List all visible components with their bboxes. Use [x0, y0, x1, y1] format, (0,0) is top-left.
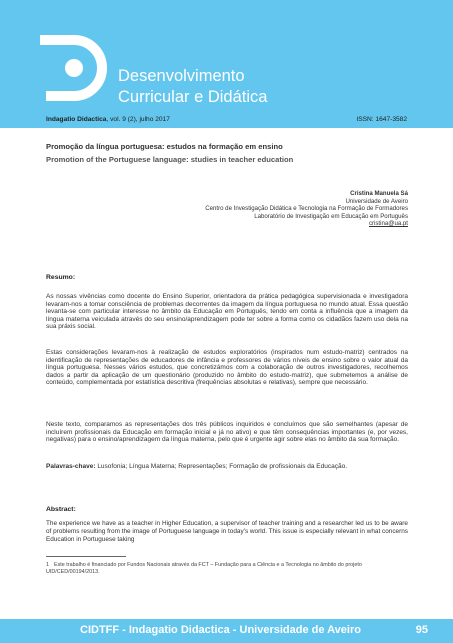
- footnote-number: 1: [46, 562, 49, 568]
- keywords-label: Palavras-chave:: [46, 463, 96, 470]
- author-block: [205, 190, 408, 228]
- article-title-pt: Promoção da língua portuguesa: estudos na formação em ensino: [46, 142, 283, 151]
- footer-bar: [0, 619, 453, 643]
- journal-title-line1: Desenvolvimento: [118, 67, 245, 85]
- resumo-paragraph-2: Estas considerações levaram-nos à realização de estudos exploratórios (inspirados num estudo-matriz) centrados na identificação de representações de educadores de infância e professores de vários níveis de ensino sobre o valor atual da língua portuguesa. Nesses vários estudos, que concretizámos com a colaboração de outros investigadores, recolhemos dados a partir da aplicação de um questionário (produzido no âmbito do estudo-matriz), que submetemos a análise de conteúdo, complementada por estatística descritiva (frequências absolutas e relativas), sempre que necessário.: [46, 349, 408, 387]
- article-title-en: Promotion of the Portuguese language: studies in teacher education: [46, 155, 294, 164]
- citation-journal: Indagatio Didactica: [46, 116, 107, 123]
- author-email-link[interactable]: cristina@ua.pt: [368, 220, 408, 228]
- footnote-text: Este trabalho é financiado por Fundos Nacionais através da FCT – Fundação para a Ciência e a Tecnologia no âmbito do projeto UID/CED/00194/2013.: [46, 562, 362, 575]
- citation: [46, 116, 170, 123]
- author-affiliation-university: Universidade de Aveiro: [345, 197, 408, 205]
- abstract-text: The experience we have as a teacher in Higher Education, a supervisor of teacher training and a researcher led us to be aware of problems resulting from the image of Portuguese language in today’s world. This issue is especially relevant in what concerns Education in Portuguese taking: [46, 520, 408, 544]
- footnote-divider: [46, 556, 126, 557]
- footer-text: CIDTFF - Indagatio Didactica - Universidade de Aveiro: [80, 624, 361, 636]
- citation-volume: , vol. 9 (2), julho 2017: [106, 116, 170, 123]
- journal-header: [0, 0, 453, 128]
- author-affiliation-center: Centro de Investigação Didática e Tecnologia na Formação de Formadores: [205, 205, 408, 213]
- issn: ISSN: 1647-3582: [356, 116, 407, 123]
- author-name: Cristina Manuela Sá: [350, 190, 408, 197]
- resumo-paragraph-1: As nossas vivências como docente do Ensino Superior, orientadora da prática pedagógica supervisionada e investigadora levaram-nos a tomar consciência de problemas decorrentes da imagem da língua portuguesa no mundo atual. Essa questão levanta-se com particular interesse no âmbito da Educação em Português, tendo em conta a influência que a imagem da língua materna veiculada através do seu ensino/aprendizagem pode ter sobre a forma como os cidadãos fazem uso dela na sua práxis social.: [46, 293, 408, 331]
- keywords-list: Lusofonia; Língua Materna; Representações; Formação de profissionais da Educação.: [95, 463, 348, 470]
- resumo-label: Resumo:: [46, 274, 76, 281]
- footnote: [46, 562, 406, 576]
- journal-title-line2: Curricular e Didática: [118, 88, 268, 106]
- keywords: [46, 463, 408, 471]
- resumo-paragraph-3: Neste texto, comparamos as representações dos três públicos inquiridos e concluímos que são semelhantes (apesar de incluírem profissionais da Educação em formação inicial e já no ativo) e que têm consequências importantes (e, por vezes, negativas) para o ensino/aprendizagem da língua materna, pelo que é urgente agir sobre elas no âmbito da sua formação.: [46, 421, 408, 444]
- page-number: 95: [415, 624, 428, 636]
- author-affiliation-lab: Laboratório de Investigação em Educação em Português: [254, 212, 408, 220]
- journal-logo-icon: [40, 32, 110, 102]
- journal-title: [118, 66, 267, 108]
- abstract-label: Abstract:: [46, 506, 76, 513]
